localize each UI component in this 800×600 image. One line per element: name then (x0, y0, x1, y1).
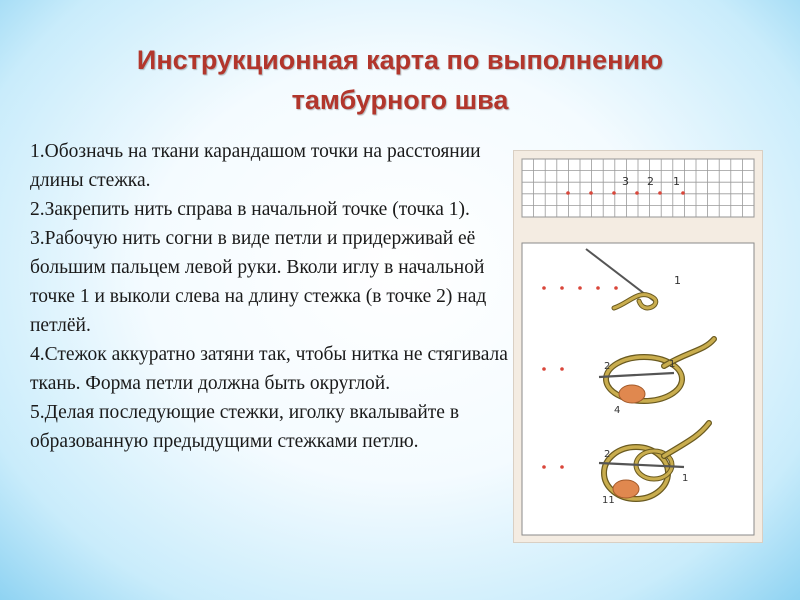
step-4: 4.Стежок аккуратно затяни так, чтобы нитка не стягивала ткань. Форма петли должна быть округлой. (30, 344, 508, 394)
stage-2-label-4: 4 (614, 405, 621, 416)
stage-3-label-1: 1 (682, 473, 689, 484)
title-line-2: тамбурного шва (291, 85, 509, 115)
grid-label-3: 3 (622, 175, 629, 188)
step-5: 5.Делая последующие стежки, иголку вкалывайте в образованную предыдущими стежками петлю. (30, 402, 460, 452)
thumb-icon (613, 480, 639, 498)
stage-3-label-2: 2 (604, 449, 611, 460)
instruction-steps (30, 137, 510, 456)
stitch-illustration (513, 150, 763, 543)
step-2: 2.Закрепить нить справа в начальной точке (точка 1). (30, 199, 470, 220)
thumb-icon (619, 385, 645, 403)
stage-2-label-2: 2 (604, 361, 611, 372)
grid-label-1: 1 (673, 175, 680, 188)
step-3: 3.Рабочую нить согни в виде петли и придерживай её большим пальцем левой руки. Вколи иглу в начальной точке 1 и выколи слева на длину стежка (в точке 2) над петлёй. (30, 228, 487, 336)
stage-2-label-1: 1 (669, 359, 676, 370)
step-1: 1.Обозначь на ткани карандашом точки на расстоянии длины стежка. (30, 141, 481, 191)
stage-3-label-11: 11 (602, 495, 615, 506)
stage-1-label-1: 1 (674, 274, 681, 287)
slide-title (40, 40, 760, 120)
title-line-1: Инструкционная карта по выполнению (136, 45, 664, 75)
fabric-grid (522, 159, 754, 217)
grid-label-2: 2 (647, 175, 654, 188)
